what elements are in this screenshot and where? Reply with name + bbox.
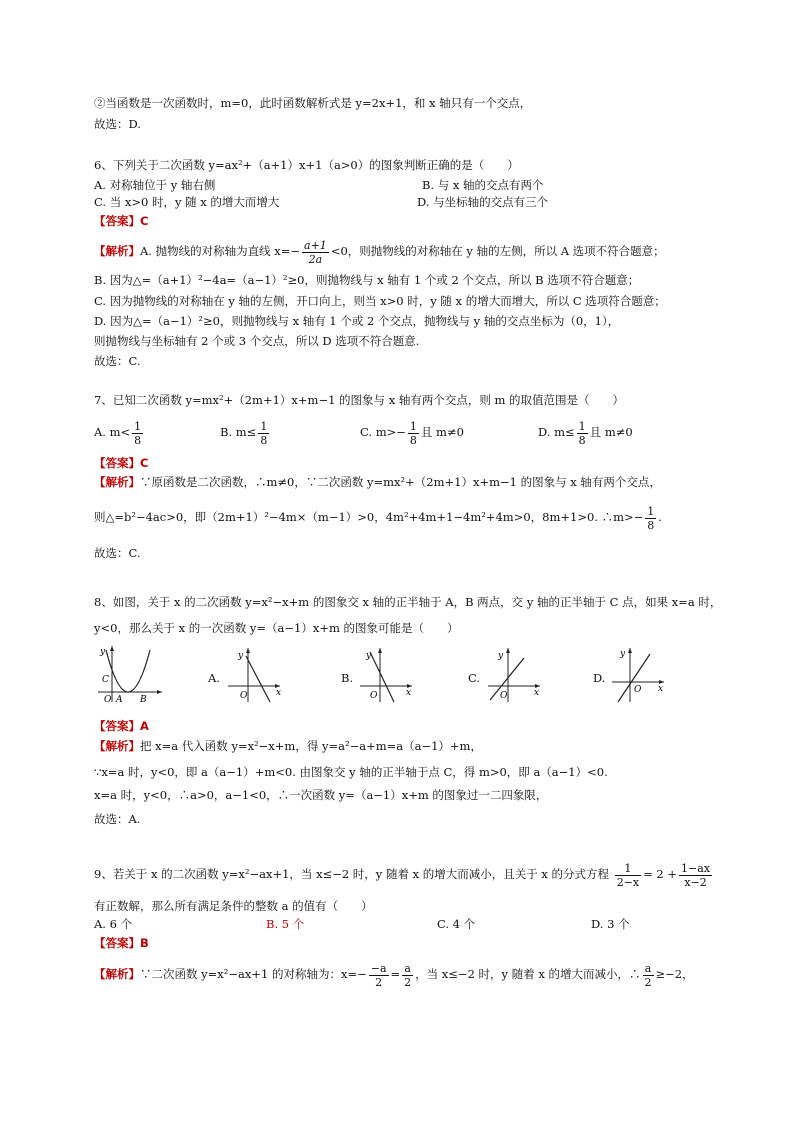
y-axis-arrow bbox=[506, 648, 510, 653]
x-axis-arrow bbox=[157, 690, 162, 694]
origin-label: O bbox=[634, 685, 642, 695]
y-axis-arrow bbox=[628, 648, 632, 653]
text-fragment: 且 m≠0 bbox=[589, 425, 633, 439]
answer-tag: 【答案】 bbox=[94, 456, 140, 470]
explanation-tag: 【解析】 bbox=[94, 967, 140, 981]
text-line: 则抛物线与坐标轴有 2 个或 3 个交点，所以 D 选项不符合题意. bbox=[94, 334, 420, 348]
y-label: y bbox=[620, 649, 626, 659]
answer-tag: 【答案】 bbox=[94, 936, 140, 950]
question-8: 8、如图，关于 x 的二次函数 y=x²−x+m 的图象交 x 轴的正半轴于 A，B 两点，交 y 轴的正半轴于 C 点，如果 x=a 时， bbox=[94, 595, 722, 609]
fraction bbox=[645, 505, 656, 532]
parabola-curve bbox=[106, 650, 150, 692]
option-b-label: B. bbox=[341, 671, 354, 685]
y-label: y bbox=[100, 647, 106, 657]
text-line bbox=[94, 502, 662, 532]
fraction bbox=[132, 420, 143, 447]
y-label: y bbox=[238, 651, 244, 661]
text-fragment: ，当 x≤−2 时，y 随着 x 的增大而减小，∴ bbox=[415, 967, 641, 981]
text-fragment: 则△=b²−4ac>0，即（2m+1）²−4m×（m−1）>0，4m²+4m+1−4m²+4m>0，8m+1>0. ∴m>− bbox=[94, 510, 644, 524]
fraction bbox=[402, 962, 413, 989]
graph-option-a bbox=[224, 646, 284, 704]
option-b: B. 5 个 bbox=[266, 917, 305, 931]
fraction-numerator: 1 bbox=[647, 504, 655, 518]
fraction bbox=[258, 420, 269, 447]
fraction-numerator: 1 bbox=[615, 862, 641, 876]
text-line: 故选：C. bbox=[94, 354, 141, 368]
text-fragment: = bbox=[390, 967, 401, 981]
x-label: x bbox=[658, 684, 664, 694]
option-d bbox=[538, 418, 633, 447]
question-6: 6、下列关于二次函数 y=ax²+（a+1）x+1（a>0）的图象判断正确的是（ ） bbox=[94, 158, 519, 172]
fraction bbox=[643, 962, 654, 989]
option-a: A. 对称轴位于 y 轴右侧 bbox=[94, 178, 216, 192]
option-c bbox=[360, 418, 464, 447]
text-fragment: <0，则抛物线的对称轴在 y 轴的左侧，所以 A 选项不符合题意； bbox=[330, 244, 665, 258]
fraction-numerator: a bbox=[402, 962, 413, 976]
text-line: ∵x=a 时，y<0，即 a（a−1）+m<0. 由图象交 y 轴的正半轴于点 C，得 m>0，即 a（a−1）<0. bbox=[94, 765, 608, 779]
fraction-numerator: 1 bbox=[409, 419, 417, 433]
fraction-denominator: 2−x bbox=[616, 875, 640, 889]
origin-label: O bbox=[370, 691, 378, 701]
explanation-tag: 【解析】 bbox=[94, 739, 140, 753]
text-fragment: B. m≤ bbox=[220, 425, 257, 439]
line-graph bbox=[246, 656, 270, 702]
answer-tag: 【答案】 bbox=[94, 214, 140, 228]
origin-label: O bbox=[240, 691, 248, 701]
option-c: C. 当 x>0 时，y 随 x 的增大而增大 bbox=[94, 195, 280, 209]
text-fragment: ∵原函数是二次函数，∴m≠0，∵二次函数 y=mx²+（2m+1）x+m−1 的图象与 x 轴有两个交点， bbox=[140, 475, 661, 489]
answer-value: A bbox=[140, 719, 149, 733]
text-line: ②当函数是一次函数时，m=0，此时函数解析式是 y=2x+1，和 x 轴只有一个交点， bbox=[94, 96, 532, 110]
option-d: D. 与坐标轴的交点有三个 bbox=[417, 195, 549, 209]
answer-value: C bbox=[140, 456, 149, 470]
answer-value: B bbox=[140, 936, 149, 950]
text-fragment: ∵二次函数 y=x²−ax+1 的对称轴为：x=− bbox=[140, 967, 367, 981]
text-fragment: 9、若关于 x 的二次函数 y=x²−ax+1，当 x≤−2 时，y 随着 x 的增大而减小，且关于 x 的分式方程 bbox=[94, 867, 610, 881]
text-fragment: = 2 + bbox=[643, 867, 678, 881]
option-b: B. 与 x 轴的交点有两个 bbox=[422, 178, 544, 192]
fraction-denominator: x−2 bbox=[684, 875, 707, 889]
origin-label: O bbox=[500, 691, 508, 701]
parabola-figure bbox=[96, 644, 164, 704]
fraction-numerator: 1 bbox=[578, 419, 586, 433]
option-a-label: A. bbox=[208, 671, 220, 685]
fraction-denominator: 8 bbox=[134, 433, 142, 447]
text-fragment: ≥−2， bbox=[655, 967, 694, 981]
graph-option-c bbox=[484, 646, 544, 704]
x-label: x bbox=[534, 688, 540, 698]
answer-line bbox=[94, 213, 148, 229]
question-8-cont: y<0，那么关于 x 的一次函数 y=（a−1）x+m 的图象可能是（ ） bbox=[94, 621, 459, 635]
option-c: C. 4 个 bbox=[437, 917, 476, 931]
fraction-numerator: 1−ax bbox=[681, 861, 711, 875]
graph-option-d bbox=[608, 646, 668, 704]
text-fragment: A. m< bbox=[94, 425, 131, 439]
fraction-denominator: 2a bbox=[308, 252, 323, 266]
fraction bbox=[577, 420, 588, 447]
answer-line bbox=[94, 718, 149, 734]
fraction-denominator: 8 bbox=[409, 433, 417, 447]
option-d: D. 3 个 bbox=[591, 917, 630, 931]
text-line: D. 因为△=（a−1）²≥0，则抛物线与 x 轴有 1 个或 2 个交点，抛物线与 y 轴的交点坐标为（0，1）， bbox=[94, 314, 620, 328]
option-c-label: C. bbox=[468, 671, 481, 685]
text-fragment: 把 x=a 代入函数 y=x²−x+m，得 y=a²−a+m=a（a−1）+m， bbox=[140, 739, 482, 753]
fraction bbox=[302, 239, 329, 266]
y-axis-arrow bbox=[378, 648, 382, 653]
fraction bbox=[369, 962, 389, 989]
text-line: 故选：A. bbox=[94, 812, 141, 826]
fraction-numerator: a+1 bbox=[304, 238, 327, 252]
text-fragment: D. m≤ bbox=[538, 425, 575, 439]
fraction bbox=[408, 420, 419, 447]
fraction-numerator: 1 bbox=[134, 419, 142, 433]
a-label: A bbox=[116, 695, 123, 704]
explanation-tag: 【解析】 bbox=[94, 475, 140, 489]
answer-line bbox=[94, 455, 148, 471]
y-axis-arrow bbox=[110, 646, 114, 651]
fraction-denominator: 8 bbox=[260, 433, 268, 447]
option-a: A. 6 个 bbox=[94, 917, 133, 931]
explanation-line bbox=[94, 738, 482, 754]
text-line: 故选：D. bbox=[94, 117, 141, 131]
fraction-numerator: 1 bbox=[260, 419, 268, 433]
answer-line bbox=[94, 935, 149, 951]
explanation-line bbox=[94, 474, 661, 490]
text-line: x=a 时，y<0，∴a>0，a−1<0，∴一次函数 y=（a−1）x+m 的图象过一二四象限， bbox=[94, 788, 548, 802]
x-label: x bbox=[276, 688, 282, 698]
question-9-cont: 有正数解，那么所有满足条件的整数 a 的值有（ ） bbox=[94, 899, 373, 913]
y-label: y bbox=[498, 651, 504, 661]
text-fragment: . bbox=[658, 510, 662, 524]
graph-option-b bbox=[356, 646, 416, 704]
text-fragment: 且 m≠0 bbox=[420, 425, 464, 439]
option-d-label: D. bbox=[593, 671, 606, 685]
answer-tag: 【答案】 bbox=[94, 719, 140, 733]
y-label: y bbox=[366, 651, 372, 661]
text-fragment: C. m>− bbox=[360, 425, 406, 439]
c-label: C bbox=[102, 675, 109, 685]
question-7: 7、已知二次函数 y=mx²+（2m+1）x+m−1 的图象与 x 轴有两个交点，则 m 的取值范围是（ ） bbox=[94, 393, 625, 407]
fraction bbox=[679, 862, 712, 889]
explanation-tag: 【解析】 bbox=[94, 244, 140, 258]
fraction-denominator: 8 bbox=[647, 518, 655, 532]
fraction-denominator: 2 bbox=[375, 975, 383, 989]
fraction-numerator: a bbox=[643, 962, 654, 976]
text-fragment: A. 抛物线的对称轴为直线 x=− bbox=[140, 244, 301, 258]
fraction-denominator: 2 bbox=[404, 975, 412, 989]
y-axis-arrow bbox=[246, 648, 250, 653]
option-b bbox=[220, 418, 271, 447]
fraction-denominator: 8 bbox=[578, 433, 586, 447]
question-9 bbox=[94, 856, 714, 892]
answer-value: C bbox=[140, 214, 149, 228]
explanation-line bbox=[94, 236, 665, 266]
explanation-line bbox=[94, 958, 694, 990]
fraction-numerator: −a bbox=[370, 961, 387, 975]
b-label: B bbox=[140, 695, 147, 704]
option-a bbox=[94, 418, 145, 447]
text-line: C. 因为抛物线的对称轴在 y 轴的左侧，开口向上，则当 x>0 时，y 随 x 的增大而增大，所以 C 选项符合题意； bbox=[94, 294, 666, 308]
fraction-denominator: 2 bbox=[644, 975, 652, 989]
x-label: x bbox=[406, 688, 412, 698]
text-line: B. 因为△=（a+1）²−4a=（a−1）²≥0，则抛物线与 x 轴有 1 个或 2 个交点，所以 B 选项不符合题意； bbox=[94, 273, 640, 287]
fraction bbox=[615, 862, 641, 889]
origin-label: O bbox=[104, 695, 112, 704]
text-line: 故选：C. bbox=[94, 546, 141, 560]
